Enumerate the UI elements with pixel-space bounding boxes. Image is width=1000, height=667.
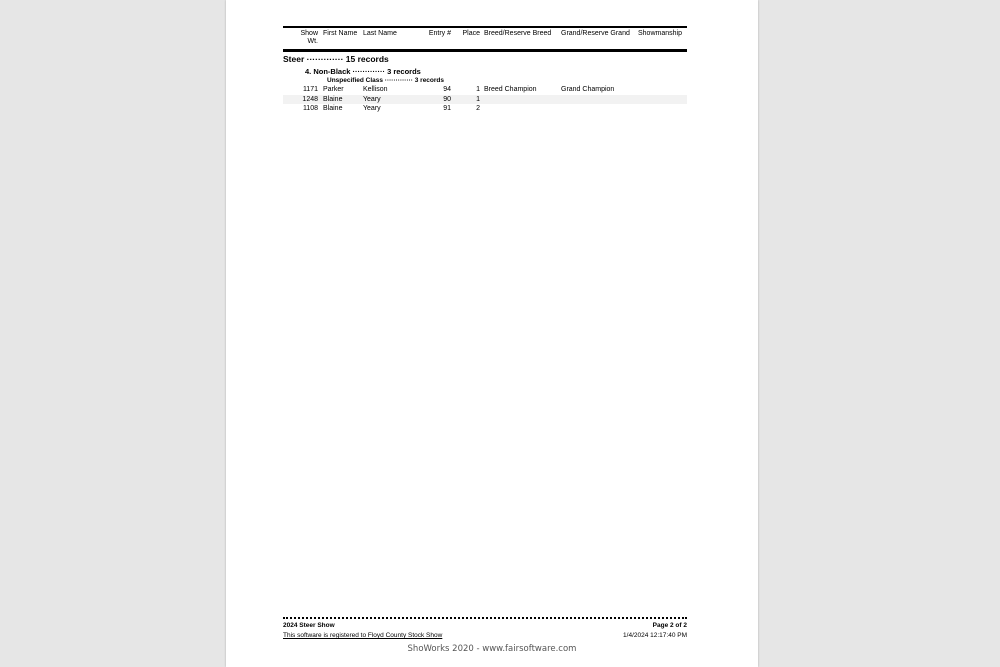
cell-entry: 90 [443,95,451,103]
table-row [283,104,687,114]
footer-divider [283,617,687,619]
group-heading: Steer ············· 15 records [283,54,389,64]
cell-last-name: Kellison [363,86,388,93]
col-header-breed: Breed/Reserve Breed [484,30,552,37]
col-header-last-name: Last Name [363,30,397,37]
cell-place: 1 [476,95,480,103]
col-header-showmanship: Showmanship [638,30,682,37]
footer-registration-link[interactable]: This software is registered to Floyd County Stock Show [283,632,443,639]
header-rule-top [283,26,687,28]
col-header-grand: Grand/Reserve Grand [561,30,630,37]
col-header-entry: Entry # [428,30,451,37]
col-header-show-wt [293,30,318,46]
col-header-first-name: First Name [323,30,358,37]
report-page [226,0,758,667]
cell-show-wt: 1171 [302,86,318,93]
cell-last-name: Yeary [363,105,381,112]
col-header-wt: Wt. [307,38,318,45]
cell-breed: Breed Champion [484,86,537,93]
cell-show-wt: 1108 [302,105,318,112]
cell-show-wt: 1248 [302,95,318,103]
footer-timestamp: 1/4/2024 12:17:40 PM [623,632,687,639]
footer-page-number: Page 2 of 2 [652,622,687,629]
class-heading: Unspecified Class ············· 3 records [327,77,445,84]
cell-entry: 94 [443,86,451,93]
cell-place: 1 [476,86,480,93]
branding-text: ShoWorks 2020 - www.fairsoftware.com [407,644,577,654]
footer-show-title: 2024 Steer Show [283,622,335,629]
division-heading: 4. Non-Black ············· 3 records [305,67,421,76]
table-row [283,95,687,105]
col-header-place: Place [462,30,480,37]
cell-last-name: Yeary [363,95,381,103]
cell-first-name: Parker [323,86,344,93]
cell-grand: Grand Champion [561,86,615,93]
cell-first-name: Blaine [323,105,343,112]
header-rule-bottom [283,49,687,52]
cell-place: 2 [476,105,480,112]
col-header-show: Show [300,30,318,37]
cell-first-name: Blaine [323,95,343,103]
cell-entry: 91 [443,105,451,112]
table-row [283,85,687,95]
